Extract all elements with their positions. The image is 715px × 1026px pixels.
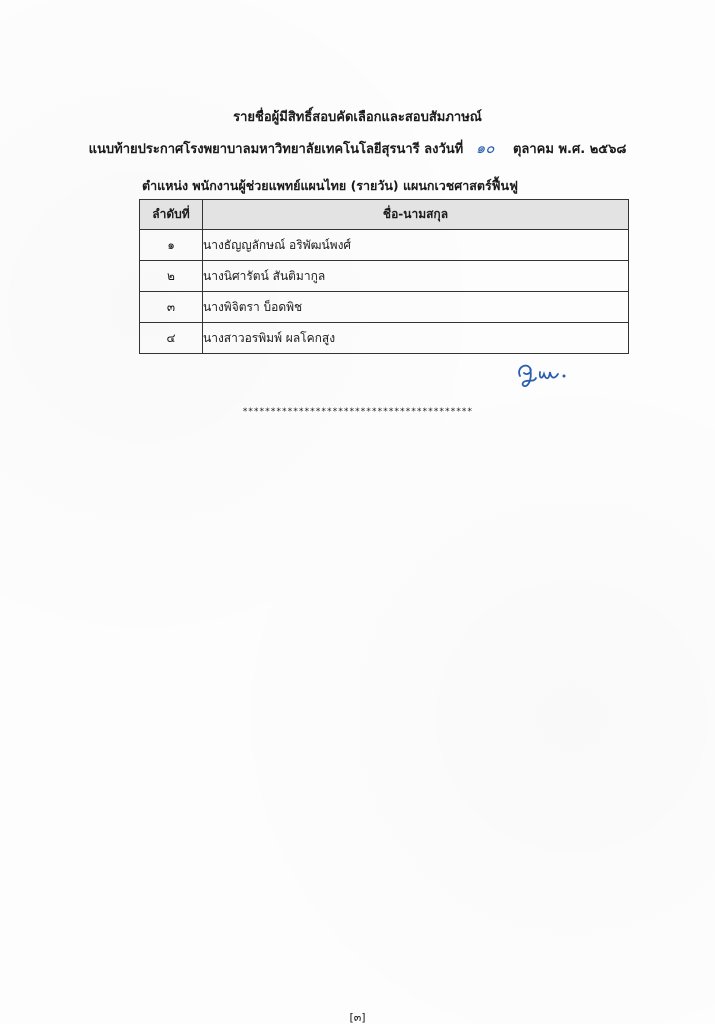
subtitle-prefix: แนบท้ายประกาศโรงพยาบาลมหาวิทยาลัยเทคโนโลยีสุรนารี ลงวันที่ bbox=[88, 142, 464, 157]
row-name: นางนิศารัตน์ สันติมากูล bbox=[203, 261, 629, 292]
separator-line: ***************************************** bbox=[242, 407, 473, 417]
subtitle-suffix: ตุลาคม พ.ศ. ๒๕๖๘ bbox=[512, 142, 627, 157]
row-number: ๔ bbox=[140, 323, 203, 354]
position-line: ตำแหน่ง พนักงานผู้ช่วยแพทย์แผนไทย (รายวัน) แผนกเวชศาสตร์ฟื้นฟู bbox=[142, 178, 518, 193]
header-number: ลำดับที่ bbox=[140, 200, 203, 230]
table-header-row bbox=[140, 200, 629, 230]
table-row bbox=[140, 323, 629, 354]
row-number: ๒ bbox=[140, 261, 203, 292]
document-title: รายชื่อผู้มีสิทธิ์สอบคัดเลือกและสอบสัมภาษณ์ bbox=[233, 110, 482, 125]
header-name: ชื่อ-นามสกุล bbox=[203, 200, 629, 230]
table-row bbox=[140, 261, 629, 292]
document-subtitle bbox=[0, 136, 715, 160]
handwritten-date: ๑๐ bbox=[475, 139, 495, 157]
row-name: นางพิจิตรา บ็อดพิช bbox=[203, 292, 629, 323]
row-name: นางธัญญลักษณ์ อริพัฒน์พงศ์ bbox=[203, 230, 629, 261]
row-number: ๓ bbox=[140, 292, 203, 323]
table-row bbox=[140, 230, 629, 261]
row-number: ๑ bbox=[140, 230, 203, 261]
candidate-table bbox=[139, 199, 629, 354]
table-row bbox=[140, 292, 629, 323]
page-number: [๓] bbox=[349, 1011, 366, 1024]
row-name: นางสาวอรพิมพ์ ผลโคกสูง bbox=[203, 323, 629, 354]
handwritten-signature bbox=[512, 354, 592, 390]
